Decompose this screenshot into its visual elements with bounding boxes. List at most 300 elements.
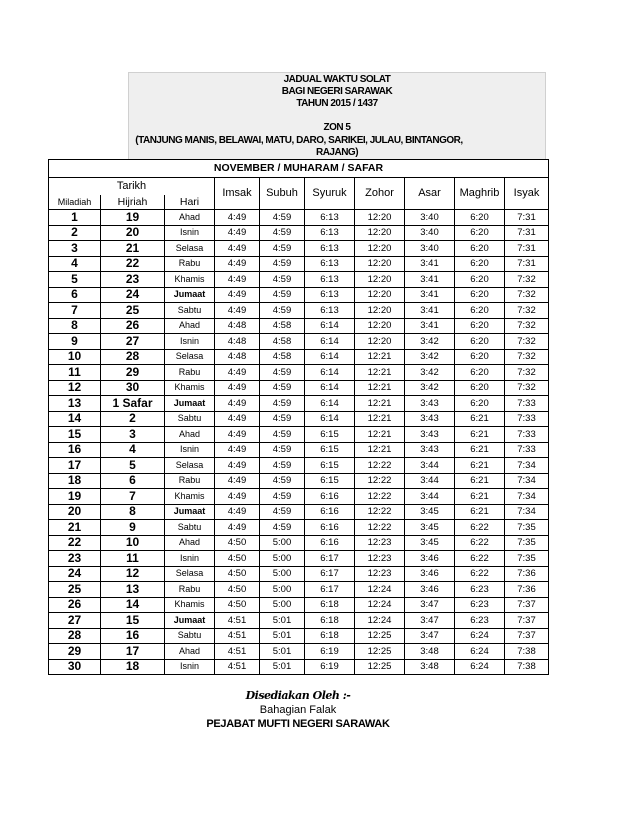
- cell-syuruk: 6:18: [305, 628, 355, 644]
- office-name: PEJABAT MUFTI NEGERI SARAWAK: [206, 718, 390, 730]
- cell-maghrib: 6:21: [455, 458, 505, 474]
- cell-isyak: 7:36: [505, 582, 549, 598]
- cell-syuruk: 6:13: [305, 210, 355, 226]
- cell-miladiah: 4: [49, 256, 101, 272]
- cell-zohor: 12:21: [355, 349, 405, 365]
- cell-isyak: 7:38: [505, 659, 549, 675]
- cell-isyak: 7:32: [505, 318, 549, 334]
- cell-miladiah: 5: [49, 272, 101, 288]
- cell-hijriah: 23: [101, 272, 165, 288]
- cell-syuruk: 6:17: [305, 551, 355, 567]
- cell-asar: 3:46: [405, 582, 455, 598]
- cell-imsak: 4:49: [215, 520, 260, 536]
- cell-maghrib: 6:22: [455, 566, 505, 582]
- cell-miladiah: 21: [49, 520, 101, 536]
- cell-asar: 3:42: [405, 349, 455, 365]
- cell-asar: 3:40: [405, 210, 455, 226]
- table-row: [49, 318, 549, 334]
- cell-hari: Isnin: [165, 442, 215, 458]
- cell-zohor: 12:20: [355, 256, 405, 272]
- table-row: [49, 489, 549, 505]
- cell-imsak: 4:49: [215, 442, 260, 458]
- col-header-zohor: Zohor: [355, 178, 405, 210]
- cell-isyak: 7:32: [505, 272, 549, 288]
- cell-hari: Ahad: [165, 210, 215, 226]
- cell-subuh: 5:00: [260, 535, 305, 551]
- cell-hari: Ahad: [165, 318, 215, 334]
- cell-maghrib: 6:20: [455, 272, 505, 288]
- cell-hari: Ahad: [165, 535, 215, 551]
- cell-imsak: 4:50: [215, 535, 260, 551]
- cell-imsak: 4:49: [215, 272, 260, 288]
- cell-subuh: 4:59: [260, 427, 305, 443]
- cell-hijriah: 14: [101, 597, 165, 613]
- cell-hari: Jumaat: [165, 504, 215, 520]
- cell-subuh: 5:00: [260, 597, 305, 613]
- cell-hijriah: 9: [101, 520, 165, 536]
- cell-zohor: 12:22: [355, 458, 405, 474]
- footer: [48, 689, 548, 731]
- cell-zohor: 12:20: [355, 241, 405, 257]
- cell-asar: 3:41: [405, 303, 455, 319]
- cell-hijriah: 16: [101, 628, 165, 644]
- cell-isyak: 7:32: [505, 287, 549, 303]
- cell-maghrib: 6:22: [455, 520, 505, 536]
- table-row: [49, 659, 549, 675]
- cell-hari: Rabu: [165, 582, 215, 598]
- cell-syuruk: 6:16: [305, 489, 355, 505]
- cell-hijriah: 13: [101, 582, 165, 598]
- cell-syuruk: 6:15: [305, 427, 355, 443]
- cell-asar: 3:45: [405, 535, 455, 551]
- cell-asar: 3:47: [405, 613, 455, 629]
- table-row: [49, 520, 549, 536]
- cell-isyak: 7:32: [505, 380, 549, 396]
- cell-isyak: 7:34: [505, 489, 549, 505]
- prepared-by-label: Disediakan Oleh :-: [245, 689, 351, 702]
- cell-hari: Khamis: [165, 489, 215, 505]
- cell-imsak: 4:51: [215, 644, 260, 660]
- cell-syuruk: 6:14: [305, 380, 355, 396]
- cell-asar: 3:41: [405, 272, 455, 288]
- cell-hari: Rabu: [165, 256, 215, 272]
- cell-hijriah: 15: [101, 613, 165, 629]
- cell-hijriah: 20: [101, 225, 165, 241]
- cell-syuruk: 6:17: [305, 566, 355, 582]
- cell-hari: Isnin: [165, 225, 215, 241]
- cell-hijriah: 28: [101, 349, 165, 365]
- cell-isyak: 7:31: [505, 210, 549, 226]
- cell-miladiah: 26: [49, 597, 101, 613]
- cell-imsak: 4:51: [215, 628, 260, 644]
- cell-imsak: 4:49: [215, 411, 260, 427]
- cell-miladiah: 24: [49, 566, 101, 582]
- cell-asar: 3:43: [405, 411, 455, 427]
- cell-zohor: 12:21: [355, 427, 405, 443]
- cell-maghrib: 6:21: [455, 442, 505, 458]
- cell-isyak: 7:33: [505, 411, 549, 427]
- zone-areas: [128, 134, 546, 159]
- cell-miladiah: 25: [49, 582, 101, 598]
- cell-syuruk: 6:13: [305, 256, 355, 272]
- table-row: [49, 380, 549, 396]
- cell-hijriah: 2: [101, 411, 165, 427]
- cell-zohor: 12:25: [355, 644, 405, 660]
- cell-syuruk: 6:14: [305, 396, 355, 412]
- cell-syuruk: 6:14: [305, 334, 355, 350]
- cell-subuh: 4:58: [260, 318, 305, 334]
- cell-hari: Selasa: [165, 566, 215, 582]
- cell-hari: Khamis: [165, 272, 215, 288]
- cell-maghrib: 6:21: [455, 411, 505, 427]
- cell-imsak: 4:49: [215, 427, 260, 443]
- cell-hari: Jumaat: [165, 396, 215, 412]
- cell-imsak: 4:49: [215, 210, 260, 226]
- table-row: [49, 303, 549, 319]
- cell-isyak: 7:32: [505, 303, 549, 319]
- cell-subuh: 4:59: [260, 365, 305, 381]
- table-row: [49, 210, 549, 226]
- cell-subuh: 4:59: [260, 225, 305, 241]
- zone-areas-line1: (TANJUNG MANIS, BELAWAI, MATU, DARO, SARIKEI, JULAU, BINTANGOR,: [135, 135, 463, 146]
- cell-syuruk: 6:13: [305, 303, 355, 319]
- table-row: [49, 566, 549, 582]
- cell-syuruk: 6:15: [305, 442, 355, 458]
- cell-asar: 3:43: [405, 427, 455, 443]
- table-row: [49, 551, 549, 567]
- cell-imsak: 4:49: [215, 225, 260, 241]
- cell-imsak: 4:48: [215, 334, 260, 350]
- cell-isyak: 7:35: [505, 551, 549, 567]
- cell-maghrib: 6:24: [455, 659, 505, 675]
- cell-maghrib: 6:24: [455, 628, 505, 644]
- cell-zohor: 12:24: [355, 582, 405, 598]
- cell-miladiah: 3: [49, 241, 101, 257]
- cell-miladiah: 29: [49, 644, 101, 660]
- cell-hari: Isnin: [165, 659, 215, 675]
- cell-asar: 3:47: [405, 597, 455, 613]
- table-row: [49, 442, 549, 458]
- table-row: [49, 597, 549, 613]
- cell-zohor: 12:23: [355, 551, 405, 567]
- cell-isyak: 7:32: [505, 365, 549, 381]
- cell-maghrib: 6:20: [455, 349, 505, 365]
- cell-miladiah: 22: [49, 535, 101, 551]
- cell-asar: 3:46: [405, 551, 455, 567]
- cell-hari: Jumaat: [165, 613, 215, 629]
- table-row: [49, 644, 549, 660]
- table-row: [49, 458, 549, 474]
- cell-hijriah: 6: [101, 473, 165, 489]
- cell-zohor: 12:20: [355, 318, 405, 334]
- cell-asar: 3:45: [405, 520, 455, 536]
- table-row: [49, 225, 549, 241]
- cell-asar: 3:40: [405, 241, 455, 257]
- cell-maghrib: 6:20: [455, 225, 505, 241]
- cell-zohor: 12:21: [355, 442, 405, 458]
- cell-miladiah: 16: [49, 442, 101, 458]
- cell-maghrib: 6:23: [455, 597, 505, 613]
- cell-miladiah: 18: [49, 473, 101, 489]
- cell-subuh: 4:58: [260, 334, 305, 350]
- cell-asar: 3:47: [405, 628, 455, 644]
- col-header-hari: Hari: [165, 195, 215, 210]
- cell-imsak: 4:50: [215, 582, 260, 598]
- cell-subuh: 4:59: [260, 380, 305, 396]
- cell-zohor: 12:20: [355, 225, 405, 241]
- cell-hari: Rabu: [165, 473, 215, 489]
- cell-miladiah: 23: [49, 551, 101, 567]
- cell-zohor: 12:24: [355, 613, 405, 629]
- cell-isyak: 7:33: [505, 396, 549, 412]
- cell-hijriah: 17: [101, 644, 165, 660]
- cell-subuh: 4:59: [260, 520, 305, 536]
- cell-isyak: 7:38: [505, 644, 549, 660]
- cell-subuh: 4:59: [260, 458, 305, 474]
- cell-isyak: 7:31: [505, 241, 549, 257]
- cell-hari: Khamis: [165, 380, 215, 396]
- cell-hijriah: 7: [101, 489, 165, 505]
- table-row: [49, 365, 549, 381]
- cell-hari: Isnin: [165, 551, 215, 567]
- cell-subuh: 4:59: [260, 272, 305, 288]
- cell-imsak: 4:51: [215, 613, 260, 629]
- cell-syuruk: 6:13: [305, 241, 355, 257]
- cell-isyak: 7:33: [505, 442, 549, 458]
- cell-hijriah: 25: [101, 303, 165, 319]
- table-row: [49, 241, 549, 257]
- cell-hari: Selasa: [165, 241, 215, 257]
- cell-miladiah: 13: [49, 396, 101, 412]
- cell-asar: 3:41: [405, 287, 455, 303]
- cell-asar: 3:48: [405, 659, 455, 675]
- cell-imsak: 4:49: [215, 303, 260, 319]
- cell-zohor: 12:20: [355, 272, 405, 288]
- cell-asar: 3:42: [405, 380, 455, 396]
- cell-asar: 3:41: [405, 318, 455, 334]
- cell-hijriah: 1 Safar: [101, 396, 165, 412]
- cell-maghrib: 6:22: [455, 551, 505, 567]
- cell-syuruk: 6:19: [305, 644, 355, 660]
- cell-hijriah: 4: [101, 442, 165, 458]
- department-name: Bahagian Falak: [259, 704, 337, 716]
- cell-zohor: 12:22: [355, 520, 405, 536]
- cell-miladiah: 28: [49, 628, 101, 644]
- col-header-isyak: Isyak: [505, 178, 549, 210]
- cell-maghrib: 6:20: [455, 334, 505, 350]
- zone-areas-line2: RAJANG): [315, 147, 359, 158]
- cell-asar: 3:41: [405, 256, 455, 272]
- cell-imsak: 4:49: [215, 396, 260, 412]
- cell-imsak: 4:51: [215, 659, 260, 675]
- cell-maghrib: 6:20: [455, 396, 505, 412]
- cell-hari: Khamis: [165, 597, 215, 613]
- cell-hijriah: 22: [101, 256, 165, 272]
- col-header-maghrib: Maghrib: [455, 178, 505, 210]
- col-header-hijriah: Hijriah: [101, 195, 165, 210]
- cell-miladiah: 14: [49, 411, 101, 427]
- cell-zohor: 12:20: [355, 210, 405, 226]
- cell-hari: Sabtu: [165, 303, 215, 319]
- cell-syuruk: 6:14: [305, 318, 355, 334]
- cell-subuh: 4:59: [260, 489, 305, 505]
- cell-isyak: 7:33: [505, 427, 549, 443]
- header-state: BAGI NEGERI SARAWAK: [281, 86, 393, 97]
- col-header-tarikh: Tarikh: [49, 178, 215, 196]
- cell-syuruk: 6:16: [305, 504, 355, 520]
- table-row: [49, 349, 549, 365]
- timetable-header: [128, 72, 546, 134]
- cell-miladiah: 1: [49, 210, 101, 226]
- cell-syuruk: 6:13: [305, 287, 355, 303]
- cell-syuruk: 6:19: [305, 659, 355, 675]
- cell-imsak: 4:49: [215, 365, 260, 381]
- cell-hijriah: 8: [101, 504, 165, 520]
- cell-miladiah: 10: [49, 349, 101, 365]
- cell-hijriah: 18: [101, 659, 165, 675]
- header-zone: ZON 5: [323, 122, 351, 133]
- cell-subuh: 5:01: [260, 628, 305, 644]
- cell-zohor: 12:21: [355, 396, 405, 412]
- cell-asar: 3:44: [405, 458, 455, 474]
- cell-maghrib: 6:20: [455, 241, 505, 257]
- cell-asar: 3:48: [405, 644, 455, 660]
- cell-miladiah: 27: [49, 613, 101, 629]
- cell-subuh: 5:00: [260, 551, 305, 567]
- cell-maghrib: 6:21: [455, 473, 505, 489]
- cell-miladiah: 2: [49, 225, 101, 241]
- cell-hari: Selasa: [165, 458, 215, 474]
- cell-zohor: 12:25: [355, 659, 405, 675]
- cell-miladiah: 30: [49, 659, 101, 675]
- cell-hari: Sabtu: [165, 520, 215, 536]
- cell-subuh: 4:59: [260, 473, 305, 489]
- cell-hari: Isnin: [165, 334, 215, 350]
- cell-hijriah: 19: [101, 210, 165, 226]
- col-header-syuruk: Syuruk: [305, 178, 355, 210]
- cell-zohor: 12:22: [355, 473, 405, 489]
- cell-zohor: 12:21: [355, 365, 405, 381]
- cell-hijriah: 5: [101, 458, 165, 474]
- cell-miladiah: 11: [49, 365, 101, 381]
- cell-maghrib: 6:20: [455, 210, 505, 226]
- cell-hari: Ahad: [165, 427, 215, 443]
- cell-maghrib: 6:20: [455, 287, 505, 303]
- cell-syuruk: 6:14: [305, 411, 355, 427]
- cell-zohor: 12:23: [355, 535, 405, 551]
- cell-isyak: 7:34: [505, 458, 549, 474]
- cell-hijriah: 24: [101, 287, 165, 303]
- cell-hijriah: 3: [101, 427, 165, 443]
- cell-asar: 3:40: [405, 225, 455, 241]
- cell-syuruk: 6:13: [305, 272, 355, 288]
- cell-zohor: 12:21: [355, 411, 405, 427]
- cell-isyak: 7:34: [505, 473, 549, 489]
- table-row: [49, 272, 549, 288]
- cell-hijriah: 27: [101, 334, 165, 350]
- cell-imsak: 4:50: [215, 597, 260, 613]
- cell-miladiah: 6: [49, 287, 101, 303]
- cell-syuruk: 6:17: [305, 582, 355, 598]
- cell-hijriah: 12: [101, 566, 165, 582]
- cell-asar: 3:43: [405, 442, 455, 458]
- cell-subuh: 4:59: [260, 210, 305, 226]
- cell-maghrib: 6:24: [455, 644, 505, 660]
- cell-asar: 3:42: [405, 334, 455, 350]
- cell-zohor: 12:22: [355, 504, 405, 520]
- cell-isyak: 7:37: [505, 613, 549, 629]
- cell-subuh: 5:01: [260, 613, 305, 629]
- cell-asar: 3:44: [405, 489, 455, 505]
- cell-syuruk: 6:16: [305, 535, 355, 551]
- cell-syuruk: 6:15: [305, 473, 355, 489]
- month-title: NOVEMBER / MUHARAM / SAFAR: [49, 160, 549, 178]
- cell-isyak: 7:37: [505, 628, 549, 644]
- cell-imsak: 4:49: [215, 473, 260, 489]
- table-row: [49, 396, 549, 412]
- cell-maghrib: 6:21: [455, 489, 505, 505]
- col-header-miladiah: Miladiah: [49, 195, 101, 210]
- cell-subuh: 5:00: [260, 582, 305, 598]
- cell-syuruk: 6:18: [305, 597, 355, 613]
- cell-subuh: 4:59: [260, 411, 305, 427]
- cell-imsak: 4:50: [215, 551, 260, 567]
- cell-maghrib: 6:20: [455, 303, 505, 319]
- cell-hijriah: 10: [101, 535, 165, 551]
- cell-hijriah: 29: [101, 365, 165, 381]
- cell-imsak: 4:49: [215, 256, 260, 272]
- table-row: [49, 256, 549, 272]
- cell-subuh: 5:00: [260, 566, 305, 582]
- cell-imsak: 4:48: [215, 349, 260, 365]
- table-row: [49, 613, 549, 629]
- cell-zohor: 12:20: [355, 287, 405, 303]
- cell-asar: 3:42: [405, 365, 455, 381]
- cell-subuh: 5:01: [260, 644, 305, 660]
- cell-zohor: 12:24: [355, 597, 405, 613]
- cell-miladiah: 19: [49, 489, 101, 505]
- cell-isyak: 7:34: [505, 504, 549, 520]
- cell-zohor: 12:25: [355, 628, 405, 644]
- cell-maghrib: 6:20: [455, 380, 505, 396]
- cell-hari: Selasa: [165, 349, 215, 365]
- cell-syuruk: 6:14: [305, 349, 355, 365]
- cell-miladiah: 9: [49, 334, 101, 350]
- cell-miladiah: 7: [49, 303, 101, 319]
- table-row: [49, 628, 549, 644]
- cell-subuh: 4:59: [260, 287, 305, 303]
- cell-imsak: 4:49: [215, 504, 260, 520]
- table-row: [49, 582, 549, 598]
- cell-asar: 3:43: [405, 396, 455, 412]
- cell-subuh: 4:59: [260, 241, 305, 257]
- prayer-timetable-document: [48, 72, 548, 731]
- cell-syuruk: 6:15: [305, 458, 355, 474]
- cell-imsak: 4:48: [215, 318, 260, 334]
- cell-zohor: 12:22: [355, 489, 405, 505]
- cell-subuh: 4:59: [260, 504, 305, 520]
- cell-isyak: 7:32: [505, 334, 549, 350]
- prayer-times-table: [48, 159, 549, 675]
- cell-isyak: 7:31: [505, 256, 549, 272]
- cell-imsak: 4:49: [215, 241, 260, 257]
- header-year: TAHUN 2015 / 1437: [296, 98, 378, 109]
- cell-asar: 3:45: [405, 504, 455, 520]
- cell-isyak: 7:35: [505, 535, 549, 551]
- header-title: JADUAL WAKTU SOLAT: [283, 74, 391, 85]
- cell-imsak: 4:49: [215, 489, 260, 505]
- cell-hari: Jumaat: [165, 287, 215, 303]
